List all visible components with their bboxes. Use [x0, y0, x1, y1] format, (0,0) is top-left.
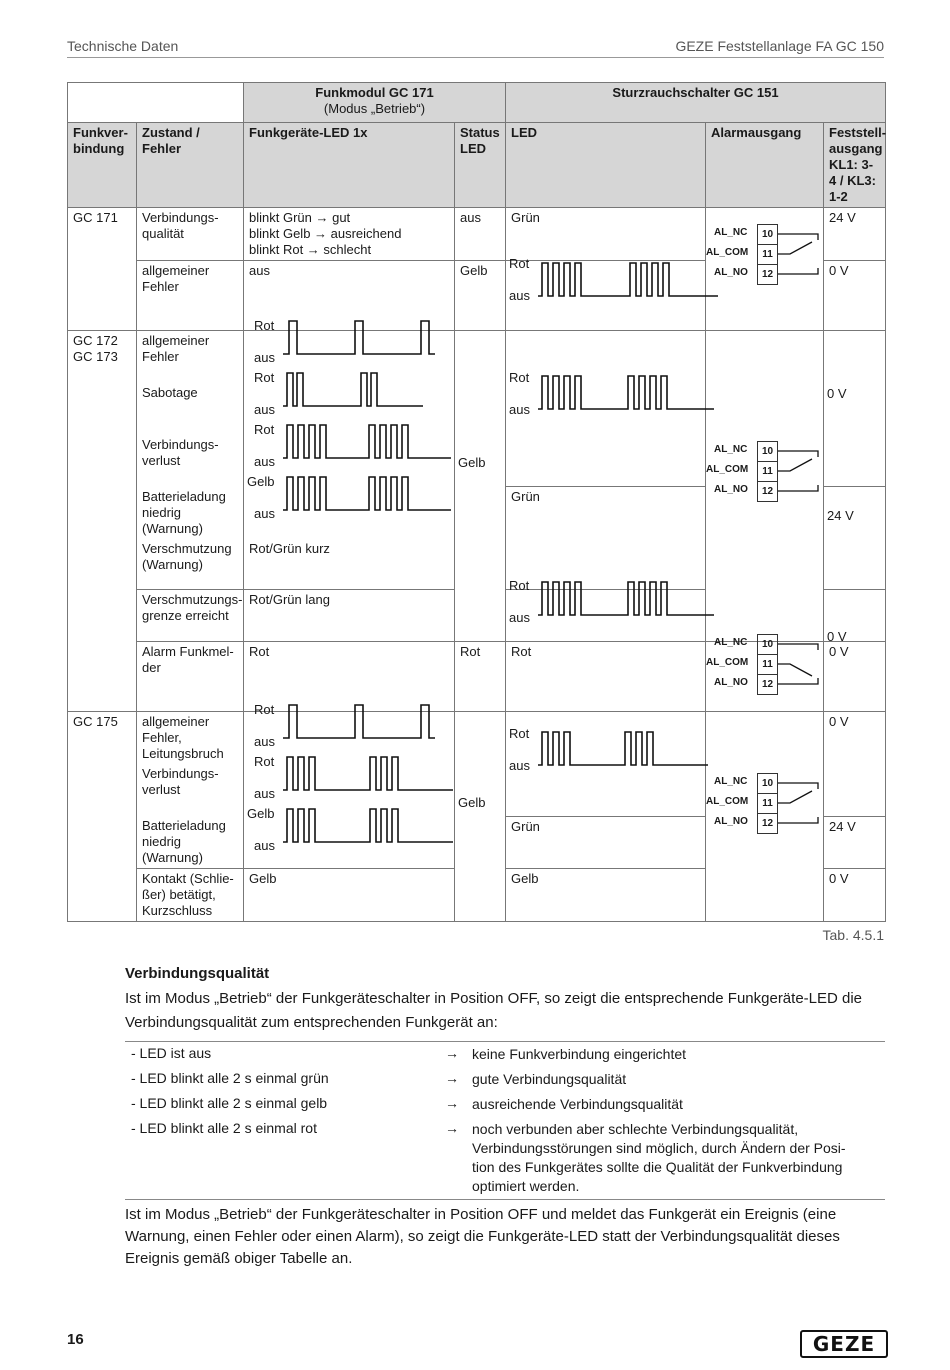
- signal-cell: [244, 435, 455, 487]
- signal-label-on: Rot: [254, 754, 275, 769]
- signal-cell: [244, 383, 455, 435]
- relay-label-nc: AL_NC: [714, 637, 748, 648]
- signal-label-on: Rot: [509, 726, 530, 741]
- signal-label-on: Rot: [254, 318, 275, 333]
- signal-cell: [244, 487, 455, 539]
- relay-label-nc: AL_NC: [714, 776, 748, 787]
- signal-label-on: Rot: [254, 370, 275, 385]
- group-sturzrauchschalter: Sturzrauchschalter GC 151: [506, 83, 886, 123]
- col-verbindung: Funkver-bindung: [68, 123, 137, 208]
- table-cell: 0 V: [824, 869, 886, 922]
- table-cell: aus: [244, 261, 455, 331]
- fest-label-gc172-b: 24 V: [827, 508, 854, 523]
- outro-paragraph: Ist im Modus „Betrieb“ der Funkgeräteschalter in Position OFF und meldet das Funkgerät ein Ereignis (eine Warnung, einen Fehler oder einen Alarm), so zeigt die Funkgeräte-LED statt der Verbindungsqualität dieses Ereignis gemäß obiger Tabelle an.: [125, 1206, 840, 1267]
- relay-label-no: AL_NO: [714, 484, 748, 495]
- relay-terminal: 11: [757, 461, 778, 482]
- relay-terminal: 12: [757, 264, 778, 285]
- fest-cell-gc172-b: [824, 487, 886, 590]
- relay-label-com: AL_COM: [706, 247, 749, 258]
- table-cell: Verbindungs-verlust: [137, 435, 244, 487]
- table-reference: Tab. 4.5.1: [822, 927, 884, 943]
- col-alarm: Alarmausgang: [706, 123, 824, 208]
- table-cell: Rot: [244, 642, 455, 712]
- fest-label-gc172-c: 0 V: [827, 629, 847, 644]
- table-cell: Sabotage: [137, 383, 244, 435]
- quality-list: [125, 1041, 885, 1200]
- table-cell: 0 V: [824, 261, 886, 331]
- table-cell: Verschmutzung (Warnung): [137, 539, 244, 590]
- list-item: - LED blinkt alle 2 s einmal gelb → ausreichende Verbindungsqualität: [131, 1095, 683, 1112]
- fest-label-gc172-a: 0 V: [827, 386, 847, 401]
- header-section: Technische Daten: [67, 38, 179, 54]
- status-cell-gc172: [455, 331, 506, 642]
- relay-label-com: AL_COM: [706, 464, 749, 475]
- relay-terminal: 12: [757, 813, 778, 834]
- signal-label-off: aus: [509, 758, 530, 773]
- relay-terminal: 12: [757, 674, 778, 695]
- signal-cell: [506, 261, 706, 331]
- table-cell: 24 V: [824, 208, 886, 261]
- relay-terminal: 10: [757, 441, 778, 462]
- table-cell: Batterieladung niedrig (Warnung): [137, 816, 244, 869]
- table-cell: 0 V: [824, 712, 886, 817]
- signal-label-off: aus: [254, 734, 275, 749]
- signal-label-on: Rot: [254, 702, 275, 717]
- table-cell: Alarm Funkmel-der: [137, 642, 244, 712]
- intro-line-1: Ist im Modus „Betrieb“ der Funkgeräteschalter in Position OFF, so zeigt die entsprechende Funkgeräte-LED die: [125, 990, 863, 1007]
- relay-label-nc: AL_NC: [714, 227, 748, 238]
- row-gc175: GC 175: [68, 712, 137, 922]
- signal-label-on: Rot: [509, 578, 530, 593]
- table-cell: Kontakt (Schlie-ßer) betätigt, Kurzschluss: [137, 869, 244, 922]
- signal-cell: [244, 331, 455, 383]
- table-cell: Batterieladung niedrig (Warnung): [137, 487, 244, 539]
- table-cell: allgemeiner Fehler: [137, 331, 244, 383]
- signal-label-on: Rot: [254, 422, 275, 437]
- relay-label-nc: AL_NC: [714, 444, 748, 455]
- col-led: LED: [506, 123, 706, 208]
- signal-label-off: aus: [254, 454, 275, 469]
- relay-terminal: 11: [757, 793, 778, 814]
- list-item: - LED blinkt alle 2 s einmal grün → gute Verbindungsqualität: [131, 1070, 627, 1087]
- table-cell: Verbindungs-verlust: [137, 764, 244, 816]
- relay-label-no: AL_NO: [714, 677, 748, 688]
- table-cell: Verbindungs-qualität: [137, 208, 244, 261]
- table-corner: [68, 83, 244, 123]
- signal-cell: [506, 331, 706, 487]
- signal-cell: [506, 712, 706, 817]
- signal-label-off: aus: [254, 786, 275, 801]
- relay-label-com: AL_COM: [706, 796, 749, 807]
- table-cell: Grün: [506, 487, 706, 590]
- table-cell: allgemeiner Fehler: [137, 261, 244, 331]
- relay-label-no: AL_NO: [714, 816, 748, 827]
- col-zustand: Zustand / Fehler: [137, 123, 244, 208]
- row-gc171: GC 171: [68, 208, 137, 331]
- relay-label-no: AL_NO: [714, 267, 748, 278]
- table-cell: allgemeiner Fehler, Leitungsbruch: [137, 712, 244, 765]
- relay-terminal: 10: [757, 634, 778, 655]
- col-fest: Feststell-ausgang KL1: 3-4 / KL3: 1-2: [824, 123, 886, 208]
- signal-cell: [244, 816, 455, 869]
- relay-terminal: 11: [757, 244, 778, 265]
- header-document-title: GEZE Feststellanlage FA GC 150: [675, 38, 884, 54]
- relay-terminal: 10: [757, 773, 778, 794]
- intro-line-2: Verbindungsqualität zum entsprechenden Funkgerät an:: [125, 1014, 498, 1031]
- table-cell: Rot: [506, 642, 706, 712]
- signal-label-off: aus: [509, 402, 530, 417]
- table-cell: Gelb: [244, 869, 455, 922]
- table-cell: 0 V: [824, 642, 886, 712]
- table-cell: Verschmutzungs-grenze erreicht: [137, 590, 244, 642]
- table-cell: Rot/Grün kurz: [244, 539, 455, 590]
- signal-label-off: aus: [509, 288, 530, 303]
- table-cell: Gelb: [506, 869, 706, 922]
- relay-label-com: AL_COM: [706, 657, 749, 668]
- table-cell: 24 V: [824, 816, 886, 869]
- page-number: 16: [67, 1331, 84, 1348]
- section-title: Verbindungsqualität: [125, 965, 270, 982]
- status-label-gc175: Gelb: [458, 795, 486, 810]
- table-cell: blinkt Grün → gut blinkt Gelb → ausreichend blinkt Rot → schlecht: [244, 208, 455, 261]
- row-gc172-gc173: GC 172 GC 173: [68, 331, 137, 712]
- signal-label-off: aus: [254, 350, 275, 365]
- status-label-gc172: Gelb: [458, 455, 486, 470]
- fest-cell-gc172-a: [824, 331, 886, 487]
- relay-terminal: 11: [757, 654, 778, 675]
- signal-label-off: aus: [254, 506, 275, 521]
- table-cell: Rot/Grün lang: [244, 590, 455, 642]
- signal-cell: [244, 764, 455, 816]
- list-item: - LED ist aus → keine Funkverbindung eingerichtet: [131, 1045, 687, 1062]
- signal-label-off: aus: [254, 402, 275, 417]
- status-cell-gc175: [455, 712, 506, 922]
- group-funkmodul: Funkmodul GC 171 (Modus „Betrieb“): [244, 83, 506, 123]
- relay-terminal: 10: [757, 224, 778, 245]
- relay-terminal: 12: [757, 481, 778, 502]
- col-status: Status LED: [455, 123, 506, 208]
- signal-label-on: Gelb: [247, 806, 275, 821]
- table-cell: Rot: [455, 642, 506, 712]
- table-cell: Grün: [506, 208, 706, 261]
- signal-label-off: aus: [509, 610, 530, 625]
- signal-cell: [244, 712, 455, 765]
- list-item: - LED blinkt alle 2 s einmal rot → noch verbunden aber schlechte Verbindungsqualität, Verbindungsstörungen sind möglich, durch Ändern der Posi-tion des Funkgerätes sollte die Qualität der Funkverbindung optimiert werden.: [131, 1120, 846, 1194]
- signal-label-on: Gelb: [247, 474, 275, 489]
- signal-label-on: Rot: [509, 256, 530, 271]
- signal-label-on: Rot: [509, 370, 530, 385]
- table-cell: Grün: [506, 816, 706, 869]
- geze-logo: GEZE: [800, 1330, 888, 1358]
- signal-label-off: aus: [254, 838, 275, 853]
- signal-cell: [506, 590, 706, 642]
- col-led1x: Funkgeräte-LED 1x: [244, 123, 455, 208]
- header-divider: [67, 57, 884, 58]
- table-cell: aus: [455, 208, 506, 261]
- table-cell: Gelb: [455, 261, 506, 331]
